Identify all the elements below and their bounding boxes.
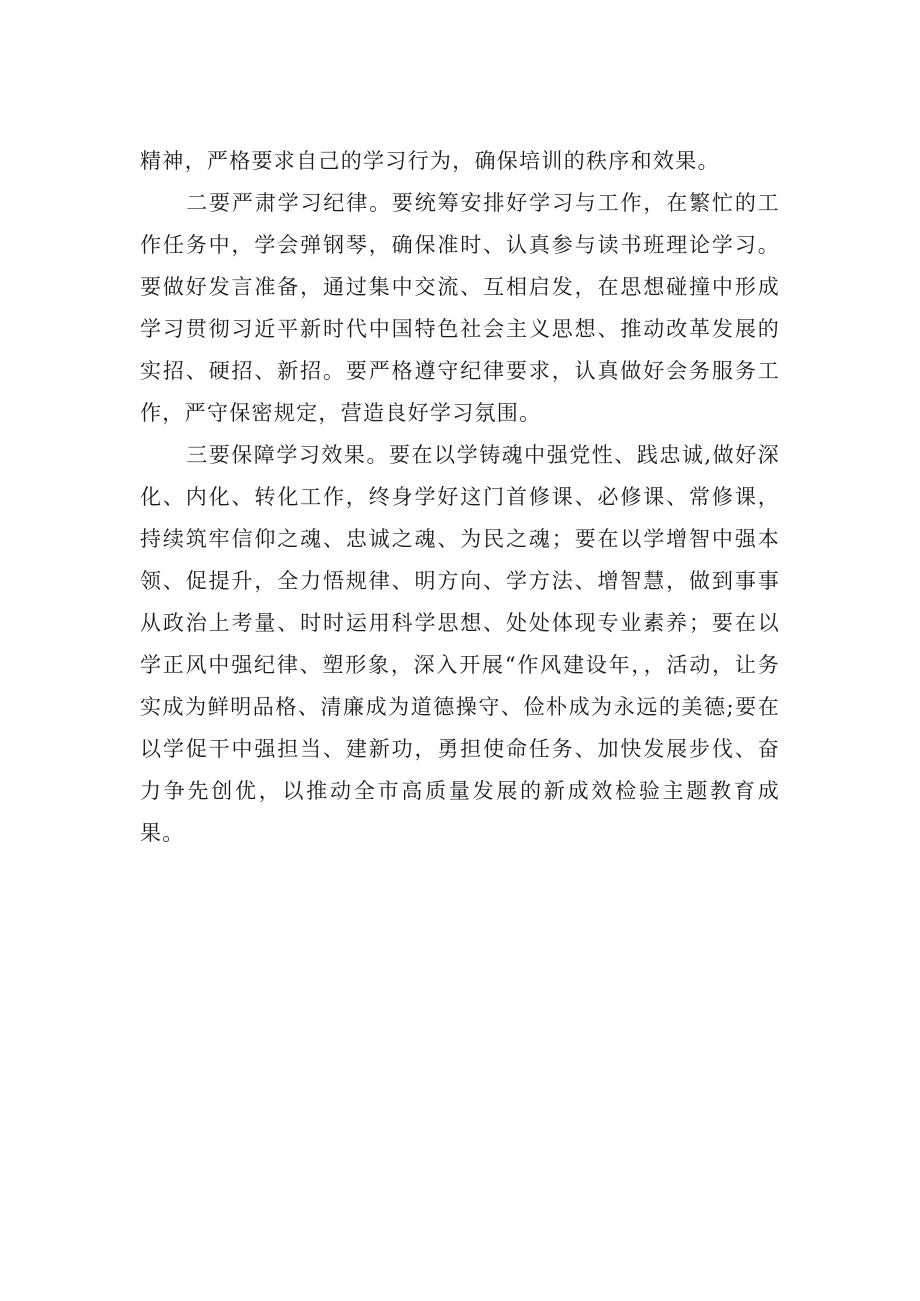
paragraph-continuation: 精神，严格要求自己的学习行为，确保培训的秩序和效果。: [140, 149, 720, 173]
paragraph-point-three: 三要保障学习效果。要在以学铸魂中强党性、践忠诚,做好深化、内化、转化工作，终身学好这门首修课、必修课、常修课，持续筑牢信仰之魂、忠诚之魂、为民之魂；要在以学增智中强本领、促提升，全力悟规律、明方向、学方法、增智慧，做到事事从政治上考量、时时运用科学思想、处处体现专业素养；要在以学正风中强纪律、塑形象，深入开展“作风建设年，，活动，让务实成为鲜明品格、清廉成为道德操守、俭朴成为永远的美德;要在以学促干中强担当、建新功，勇担使命任务、加快发展步伐、奋力争先创优，以推动全市高质量发展的新成效检验主题教育成果。: [140, 443, 780, 845]
document-body: [140, 140, 780, 854]
paragraph-point-two: 二要严肃学习纪律。要统筹安排好学习与工作，在繁忙的工作任务中，学会弹钢琴，确保准时、认真参与读书班理论学习。要做好发言准备，通过集中交流、互相启发，在思想碰撞中形成学习贯彻习近平新时代中国特色社会主义思想、推动改革发展的实招、硬招、新招。要严格遵守纪律要求，认真做好会务服务工作，严守保密规定，营造良好学习氛围。: [140, 191, 780, 425]
